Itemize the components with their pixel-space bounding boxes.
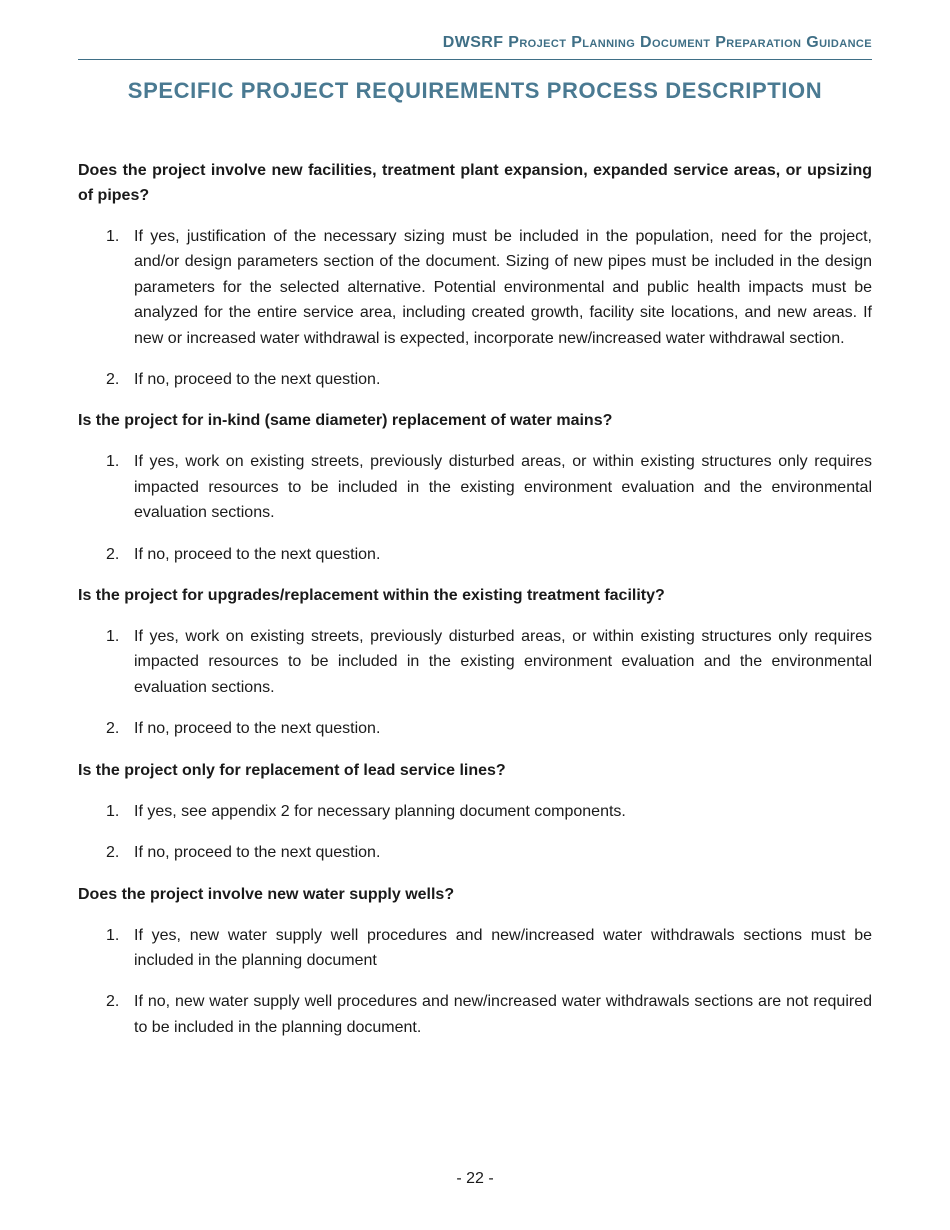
- list-text: If no, proceed to the next question.: [134, 371, 381, 389]
- list-item: [78, 799, 872, 824]
- section-question: Is the project for in-kind (same diameter) replacement of water mains?: [78, 412, 613, 430]
- list-text: If no, proceed to the next question.: [134, 545, 381, 563]
- list-item: [78, 449, 872, 525]
- section: [78, 158, 872, 392]
- answer-list: [78, 799, 872, 866]
- answer-list: [78, 449, 872, 567]
- list-number: 1.: [106, 926, 120, 944]
- answer-list: [78, 224, 872, 392]
- page-title: SPECIFIC PROJECT REQUIREMENTS PROCESS DESCRIPTION: [127, 78, 823, 103]
- list-item: [78, 840, 872, 865]
- section-question: Is the project for upgrades/replacement within the existing treatment facility?: [78, 587, 665, 605]
- list-text: If no, proceed to the next question.: [134, 844, 381, 862]
- list-text: If no, new water supply well procedures and new/increased water withdrawals sections are not required to be included in the planning document.: [134, 993, 872, 1036]
- list-text: If yes, see appendix 2 for necessary planning document components.: [134, 802, 626, 820]
- list-item: [78, 624, 872, 700]
- list-item: [78, 224, 872, 351]
- list-number: 2.: [106, 844, 120, 862]
- list-item: [78, 923, 872, 974]
- list-text: If yes, work on existing streets, previously disturbed areas, or within existing structures only requires impacted resources to be included in the existing environment evaluation and the environmental evaluation sections.: [134, 628, 872, 696]
- running-header: DWSRF Project Planning Document Preparation Guidance: [442, 34, 872, 51]
- list-text: If yes, justification of the necessary sizing must be included in the population, need for the project, and/or design parameters section of the document. Sizing of new pipes must be included in the design parameters for the selected alternative. Potential environmental and public health impacts must be analyzed for the entire service area, including created growth, facility site locations, and new areas. If new or increased water withdrawal is expected, incorporate new/increased water withdrawal section.: [134, 228, 872, 347]
- list-number: 1.: [106, 628, 120, 646]
- list-text: If yes, new water supply well procedures and new/increased water withdrawals sections must be included in the planning document: [134, 926, 872, 969]
- section-question: Is the project only for replacement of lead service lines?: [78, 761, 506, 779]
- section: [78, 758, 872, 866]
- header-rule: [78, 59, 872, 60]
- answer-list: [78, 923, 872, 1041]
- section-question: Does the project involve new facilities, treatment plant expansion, expanded service areas, or upsizing of pipes?: [78, 162, 872, 204]
- list-number: 2.: [106, 371, 120, 389]
- document-body: [78, 158, 872, 1056]
- section-question: Does the project involve new water supply wells?: [78, 885, 455, 903]
- list-item: [78, 367, 872, 392]
- list-number: 1.: [106, 802, 120, 820]
- list-number: 2.: [106, 720, 120, 738]
- list-number: 1.: [106, 228, 120, 245]
- list-number: 1.: [106, 453, 120, 471]
- list-item: [78, 716, 872, 741]
- section: [78, 583, 872, 742]
- section: [78, 408, 872, 567]
- list-text: If no, proceed to the next question.: [134, 720, 381, 738]
- list-number: 2.: [106, 993, 120, 1011]
- list-item: [78, 542, 872, 567]
- list-number: 2.: [106, 545, 120, 563]
- list-text: If yes, work on existing streets, previously disturbed areas, or within existing structures only requires impacted resources to be included in the existing environment evaluation and the environmental evaluation sections.: [134, 453, 872, 522]
- section: [78, 882, 872, 1041]
- page-number: - 22 -: [456, 1170, 494, 1187]
- list-item: [78, 989, 872, 1040]
- answer-list: [78, 624, 872, 742]
